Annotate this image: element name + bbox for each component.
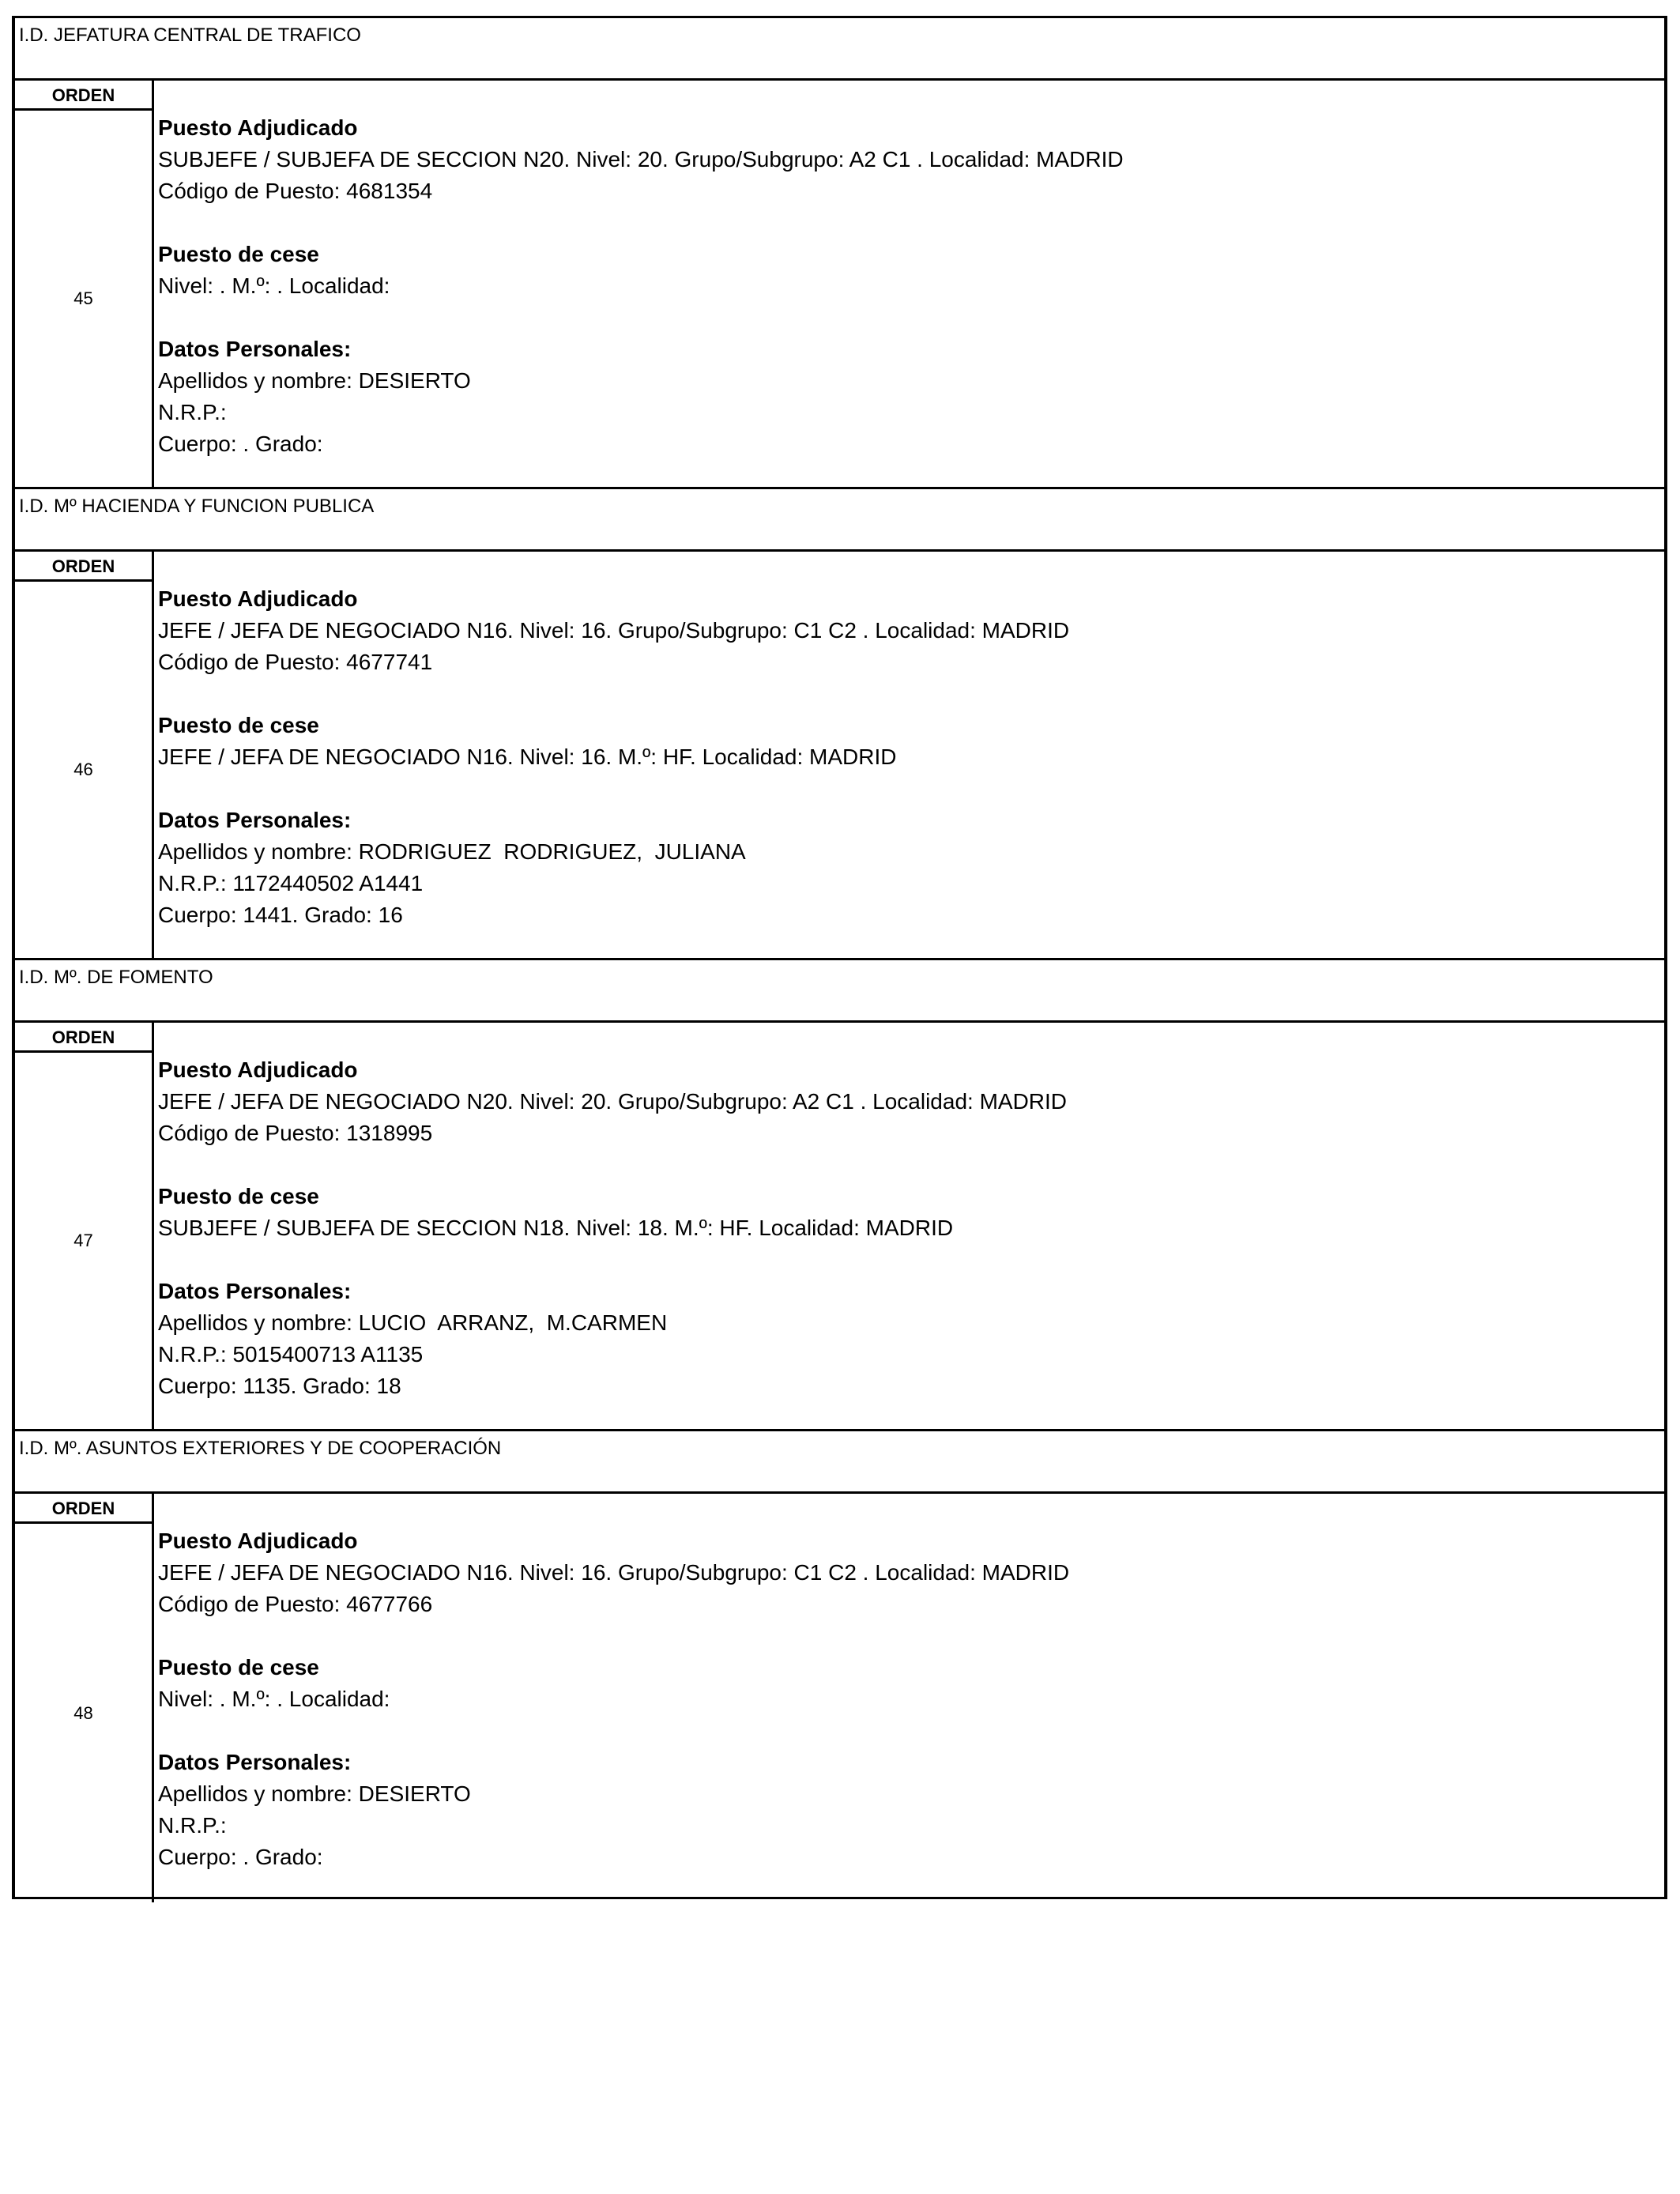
puesto-cese-label: Puesto de cese bbox=[158, 713, 319, 737]
cuerpo-grado: Cuerpo: 1441. Grado: 16 bbox=[158, 903, 403, 927]
institution-header: I.D. Mº. ASUNTOS EXTERIORES Y DE COOPERACIÓN bbox=[15, 1431, 1664, 1494]
apellidos-nombre: Apellidos y nombre: DESIERTO bbox=[158, 368, 471, 393]
codigo-puesto: Código de Puesto: 1318995 bbox=[158, 1121, 433, 1145]
record-block bbox=[15, 18, 1664, 489]
apellidos-nombre: Apellidos y nombre: DESIERTO bbox=[158, 1781, 471, 1806]
orden-header: ORDEN bbox=[15, 552, 152, 582]
datos-personales-label: Datos Personales: bbox=[158, 1279, 352, 1303]
orden-number: 48 bbox=[73, 1702, 93, 1723]
datos-personales-label: Datos Personales: bbox=[158, 337, 352, 361]
orden-number: 46 bbox=[73, 760, 93, 779]
institution-header: I.D. Mº HACIENDA Y FUNCION PUBLICA bbox=[15, 489, 1664, 552]
puesto-cese-label: Puesto de cese bbox=[158, 242, 319, 266]
nrp: N.R.P.: bbox=[158, 400, 227, 424]
puesto-cese-line: JEFE / JEFA DE NEGOCIADO N16. Nivel: 16. M.º: HF. Localidad: MADRID bbox=[158, 745, 897, 769]
puesto-adjudicado-line: JEFE / JEFA DE NEGOCIADO N20. Nivel: 20. Grupo/Subgrupo: A2 C1 . Localidad: MADRID bbox=[158, 1089, 1068, 1114]
puesto-adjudicado-line: SUBJEFE / SUBJEFA DE SECCION N20. Nivel: 20. Grupo/Subgrupo: A2 C1 . Localidad: MADRID bbox=[158, 147, 1124, 172]
orden-header: ORDEN bbox=[15, 1494, 152, 1524]
puesto-cese-line: Nivel: . M.º: . Localidad: bbox=[158, 1687, 390, 1711]
cuerpo-grado: Cuerpo: . Grado: bbox=[158, 1845, 323, 1869]
datos-personales-label: Datos Personales: bbox=[158, 808, 352, 832]
codigo-puesto: Código de Puesto: 4681354 bbox=[158, 179, 433, 203]
record-entry bbox=[15, 1023, 1664, 1429]
orden-column bbox=[15, 1494, 154, 1902]
record-details bbox=[154, 1494, 1664, 1902]
nrp: N.R.P.: bbox=[158, 1813, 227, 1838]
record-details bbox=[154, 1023, 1664, 1429]
orden-column bbox=[15, 552, 154, 958]
institution-header: I.D. Mº. DE FOMENTO bbox=[15, 960, 1664, 1023]
codigo-puesto: Código de Puesto: 4677766 bbox=[158, 1592, 433, 1616]
cuerpo-grado: Cuerpo: . Grado: bbox=[158, 432, 323, 456]
puesto-adjudicado-label: Puesto Adjudicado bbox=[158, 1057, 358, 1082]
orden-header: ORDEN bbox=[15, 1023, 152, 1053]
apellidos-nombre: Apellidos y nombre: RODRIGUEZ RODRIGUEZ, JULIANA bbox=[158, 839, 746, 864]
puesto-adjudicado-label: Puesto Adjudicado bbox=[158, 586, 358, 611]
datos-personales-label: Datos Personales: bbox=[158, 1750, 352, 1774]
orden-column bbox=[15, 81, 154, 487]
orden-number: 47 bbox=[73, 1231, 93, 1250]
institution-header: I.D. JEFATURA CENTRAL DE TRAFICO bbox=[15, 18, 1664, 81]
record-entry bbox=[15, 552, 1664, 958]
record-entry bbox=[15, 1494, 1664, 1902]
orden-header: ORDEN bbox=[15, 81, 152, 111]
cuerpo-grado: Cuerpo: 1135. Grado: 18 bbox=[158, 1374, 401, 1398]
puesto-adjudicado-line: JEFE / JEFA DE NEGOCIADO N16. Nivel: 16. Grupo/Subgrupo: C1 C2 . Localidad: MADRID bbox=[158, 618, 1070, 643]
puesto-adjudicado-label: Puesto Adjudicado bbox=[158, 115, 358, 140]
codigo-puesto: Código de Puesto: 4677741 bbox=[158, 650, 433, 674]
puesto-cese-label: Puesto de cese bbox=[158, 1655, 319, 1679]
puesto-cese-label: Puesto de cese bbox=[158, 1184, 319, 1208]
record-block bbox=[15, 1431, 1664, 1902]
apellidos-nombre: Apellidos y nombre: LUCIO ARRANZ, M.CARMEN bbox=[158, 1310, 668, 1335]
record-entry bbox=[15, 81, 1664, 487]
puesto-cese-line: Nivel: . M.º: . Localidad: bbox=[158, 273, 390, 298]
puesto-adjudicado-line: JEFE / JEFA DE NEGOCIADO N16. Nivel: 16. Grupo/Subgrupo: C1 C2 . Localidad: MADRID bbox=[158, 1560, 1070, 1585]
orden-column bbox=[15, 1023, 154, 1429]
orden-number: 45 bbox=[73, 288, 93, 308]
puesto-adjudicado-label: Puesto Adjudicado bbox=[158, 1529, 358, 1553]
puesto-cese-line: SUBJEFE / SUBJEFA DE SECCION N18. Nivel: 18. M.º: HF. Localidad: MADRID bbox=[158, 1216, 954, 1240]
resolution-table bbox=[12, 16, 1667, 1899]
record-block bbox=[15, 960, 1664, 1431]
record-details bbox=[154, 552, 1664, 958]
record-details bbox=[154, 81, 1664, 487]
record-block bbox=[15, 489, 1664, 960]
nrp: N.R.P.: 5015400713 A1135 bbox=[158, 1342, 424, 1367]
nrp: N.R.P.: 1172440502 A1441 bbox=[158, 871, 424, 895]
